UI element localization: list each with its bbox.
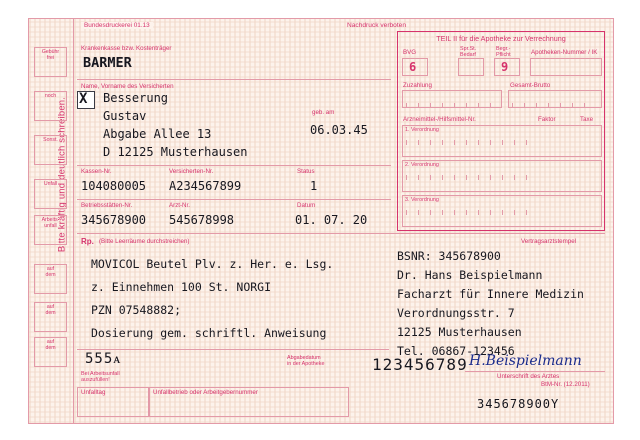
doctor-line-5: 12125 Musterhausen xyxy=(397,325,522,339)
doctor-signature: H.Beispielmann xyxy=(469,353,582,369)
vertical-instruction: Bitte kräftig und deutlich schreiben. xyxy=(56,96,68,253)
stamp-gebuehr-frei[interactable]: Gebühr frei xyxy=(34,47,67,77)
gesamt-brutto-label: Gesamt-Brutto xyxy=(510,82,551,89)
versicherten-nr-label: Versicherten-Nr. xyxy=(169,168,214,175)
patient-firstname: Gustav xyxy=(103,109,147,123)
rx-line-2: z. Einnehmen 100 St. NORGI xyxy=(91,280,272,294)
bottom-divider xyxy=(77,349,389,350)
datum-value: 01. 07. 20 xyxy=(295,213,368,227)
taxe-label: Taxe xyxy=(580,116,594,123)
abgabedatum-label: Abgabedatum in der Apotheke xyxy=(287,355,325,368)
doctor-line-2: Dr. Hans Beispielmann xyxy=(397,268,543,282)
apotheken-nummer-field[interactable] xyxy=(530,58,602,76)
patient-divider xyxy=(77,165,391,166)
kassen-nr-label: Kassen-Nr. xyxy=(81,168,112,175)
patient-city: D 12125 Musterhausen xyxy=(103,145,248,159)
rp-label: Rp. xyxy=(81,237,94,246)
doctor-line-4: Verordnungsstr. 7 xyxy=(397,306,515,320)
zuzahlung-label: Zuzahlung xyxy=(403,82,432,89)
rx-line-1: MOVICOL Beutel Plv. z. Her. e. Lsg. xyxy=(91,257,334,271)
status-value: 1 xyxy=(310,179,318,193)
patient-lastname: Besserung xyxy=(103,91,169,105)
ids-divider-1 xyxy=(77,199,391,200)
rx-line-4: Dosierung gem. schriftl. Anweisung xyxy=(91,326,327,340)
pharmacy-panel-title: TEIL II für die Apotheke zur Verrechnung xyxy=(436,34,566,43)
betriebs-nr-label: Betriebsstätten-Nr. xyxy=(81,202,133,209)
verordnung-2-label: 2. Verordnung xyxy=(405,162,439,168)
arzneimittel-nr-label: Arzneimittel-/Hilfsmittel-Nr. xyxy=(403,116,476,123)
begr-value: 9 xyxy=(501,60,509,74)
stamp-arbeitsunfall[interactable]: Arbeits- unfall xyxy=(34,215,67,245)
datum-label: Datum xyxy=(297,202,316,209)
birthdate-value: 06.03.45 xyxy=(310,123,368,137)
stamp-auf-dem-3[interactable]: auf dem xyxy=(34,337,67,367)
arzt-nr-label: Arzt-Nr. xyxy=(169,202,190,209)
status-label: Status xyxy=(297,168,315,175)
stamp-auf-dem-1[interactable]: auf dem xyxy=(34,264,67,294)
patient-checkbox-mark: X xyxy=(79,91,88,107)
sprst-field[interactable] xyxy=(458,58,484,76)
insurer-divider xyxy=(77,79,391,80)
begr-label: Begr.- Pflicht xyxy=(496,46,511,59)
sprst-label: Spr.St. Bedarf xyxy=(460,46,477,59)
abgabe-number: 123456789 xyxy=(372,355,468,374)
insurer-label: Krankenkasse bzw. Kostenträger xyxy=(81,45,172,52)
doctor-line-6: Tel. 06867-123456 xyxy=(397,344,515,358)
verordnung-1-label: 1. Verordnung xyxy=(405,127,439,133)
stamp-unfall[interactable]: Unfall xyxy=(34,179,67,209)
unfallbetrieb-label: Unfallbetrieb oder Arbeitgebernummer xyxy=(153,389,258,396)
faktor-label: Faktor xyxy=(538,116,556,123)
unfalltag-label: Unfalltag xyxy=(81,389,106,396)
no-reprint-note: Nachdruck verboten xyxy=(347,22,407,29)
verordnung-2-ticks xyxy=(406,175,538,180)
rx-line-3: PZN 07548882; xyxy=(91,303,182,317)
betriebs-nr-value: 345678900 xyxy=(81,213,147,227)
bvg-label: BVG xyxy=(403,49,417,56)
zuzahlung-ticks xyxy=(406,103,502,108)
apotheken-nummer-label: Apotheken-Nummer / IK xyxy=(531,49,598,56)
barcode-number: 345678900Y xyxy=(477,397,560,411)
stamp-noch[interactable]: noch xyxy=(34,91,67,121)
verordnung-3-ticks xyxy=(406,210,538,215)
pharmacy-panel xyxy=(397,31,605,231)
form-code: BtM-Nr. (12.2011) xyxy=(541,381,590,388)
pharmacy-code: 555ᴀ xyxy=(85,351,122,367)
prescription-form xyxy=(28,18,614,424)
kassen-nr-value: 104080005 xyxy=(81,179,147,193)
ids-divider-2 xyxy=(77,233,605,234)
arzt-nr-value: 545678998 xyxy=(169,213,235,227)
insurer-value: BARMER xyxy=(83,55,132,71)
verordnung-3-label: 3. Verordnung xyxy=(405,197,439,203)
doctor-line-1: BSNR: 345678900 xyxy=(397,249,501,263)
printer-note: Bundesdruckerei 01.13 xyxy=(81,22,153,29)
patient-label: Name, Vorname des Versicherten xyxy=(81,83,174,90)
vertragsarztstempel-label: Vertragsarztstempel xyxy=(521,238,577,245)
gesamt-ticks xyxy=(512,103,596,108)
stamp-sonst[interactable]: Sonst. xyxy=(34,135,67,165)
accident-note: Bei Arbeitsunfall auszufüllen! xyxy=(81,371,120,384)
bvg-value: 6 xyxy=(409,60,417,74)
verordnung-1-ticks xyxy=(406,140,538,145)
signature-rule xyxy=(465,371,605,372)
versicherten-nr-value: A234567899 xyxy=(169,179,242,193)
stamp-auf-dem-2[interactable]: auf dem xyxy=(34,302,67,332)
patient-street: Abgabe Allee 13 xyxy=(103,127,212,141)
birthdate-label: geb. am xyxy=(312,109,335,116)
rp-hint: (Bitte Leerräume durchstreichen) xyxy=(99,238,190,245)
signature-label: Unterschrift des Arztes xyxy=(497,373,560,380)
doctor-line-3: Facharzt für Innere Medizin xyxy=(397,287,584,301)
